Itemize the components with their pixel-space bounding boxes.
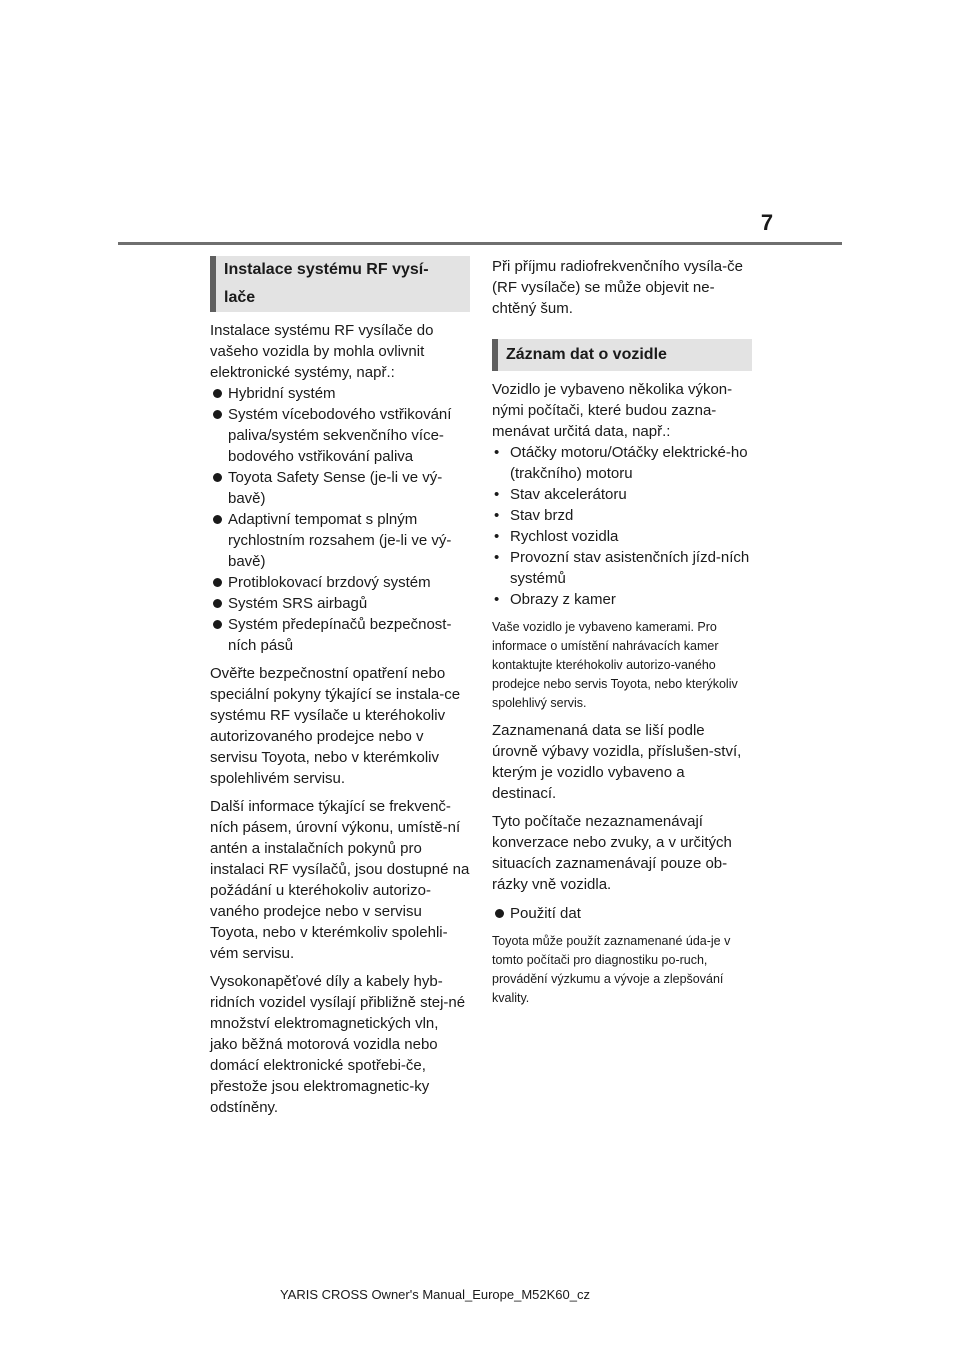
- footer-manual-title: YARIS CROSS Owner's Manual_Europe_M52K60_cz: [279, 1287, 590, 1302]
- header-rule: [118, 242, 842, 245]
- paragraph-more-info: Další informace týkající se frekvenč-ních pásem, úrovní výkonu, umístě-ní antén a instalačních pokynů pro instalaci RF vysílačů, jsou dostupné na požádání u kteréhokoliv autorizo-vaného prodejce nebo v servisu Toyota, nebo v kterémkoliv spolehli-vém servisu.: [210, 798, 470, 962]
- affected-systems-list: [210, 383, 470, 656]
- list-item: • Stav akcelerátoru: [492, 484, 752, 505]
- list-item: Systém vícebodového vstřikování paliva/systém sekvenčního více-bodového vstřikování paliva: [210, 404, 470, 467]
- section-heading-rf-installation: [210, 256, 470, 312]
- list-item: • Rychlost vozidla: [492, 526, 752, 547]
- page-number: 7: [760, 210, 774, 235]
- paragraph-high-voltage: Vysokonapěťové díly a kabely hyb-ridních vozidel vysílají přibližně stej-né množství elektromagnetických vln, jako běžná motorová vozidla nebo domácí elektronické spotřebi-če, přestože jsou elektromagnetic-ky odstíněny.: [210, 973, 466, 1116]
- paragraph-safety-check: Ověřte bezpečnostní opatření nebo speciální pokyny týkající se instala-ce systému RF vysílače u kteréhokoliv autorizovaného prodejce nebo v servisu Toyota, nebo v kterémkoliv spolehlivém servisu.: [210, 665, 461, 787]
- intro-paragraph: Instalace systému RF vysílače do vašeho vozidla by mohla ovlivnit elektronické systémy, např.:: [210, 322, 434, 381]
- paragraph-no-conversations: Tyto počítače nezaznamenávají konverzace nebo zvuky, a v určitých situacích zaznamenávají pouze ob-rázky vně vozidla.: [492, 813, 732, 893]
- list-item: • Obrazy z kamer: [492, 589, 752, 610]
- note-data-usage: Toyota může použít zaznamenané úda-je v tomto počítači pro diagnostiku po-ruch, provádění výzkumu a vývoje a zlepšování kvality.: [492, 934, 731, 1005]
- intro-paragraph: Vozidlo je vybaveno několika výkon-nými počítači, které budou zazna-menávat určitá data, např.:: [492, 381, 733, 440]
- list-item: Hybridní systém: [210, 383, 470, 404]
- section-heading-text: Instalace systému RF vysí- lače: [224, 261, 429, 306]
- usage-title: Použití dat: [492, 903, 752, 924]
- list-item: Systém předepínačů bezpečnost-ních pásů: [210, 614, 470, 656]
- recorded-data-list: [492, 442, 752, 610]
- section-heading-data-recording: [492, 339, 752, 371]
- list-item: • Otáčky motoru/Otáčky elektrické-ho (trakčního) motoru: [492, 442, 752, 484]
- right-column: [492, 256, 752, 1008]
- paragraph-data-varies: Zaznamenaná data se liší podle úrovně výbavy vozidla, příslušen-ství, kterým je vozidlo vybaveno a destinací.: [492, 722, 742, 802]
- section-heading-text: Záznam dat o vozidle: [506, 346, 667, 363]
- usage-list: [492, 903, 752, 924]
- list-item: Protiblokovací brzdový systém: [210, 572, 470, 593]
- list-item: Systém SRS airbagů: [210, 593, 470, 614]
- left-column: [210, 256, 470, 1118]
- list-item: Toyota Safety Sense (je-li ve vý-bavě): [210, 467, 470, 509]
- paragraph-noise: Při příjmu radiofrekvenčního vysíla-če (RF vysílače) se může objevit ne-chtěný šum.: [492, 258, 743, 317]
- list-item: • Provozní stav asistenčních jízd-ních systémů: [492, 547, 752, 589]
- list-item: • Stav brzd: [492, 505, 752, 526]
- list-item: Adaptivní tempomat s plným rychlostním rozsahem (je-li ve vý-bavě): [210, 509, 470, 572]
- note-cameras: Vaše vozidlo je vybaveno kamerami. Pro informace o umístění nahrávacích kamer kontaktujte kteréhokoliv autorizo-vaného prodejce nebo servis Toyota, nebo kterýkoliv spolehlivý servis.: [492, 620, 738, 710]
